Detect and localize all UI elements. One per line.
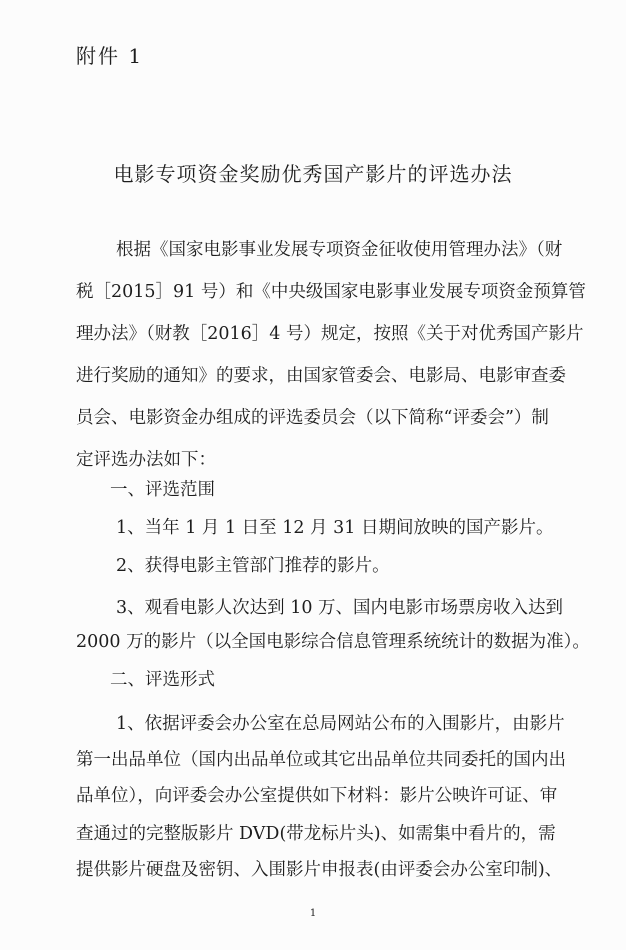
- list-item: 3、观看电影人次达到 10 万、国内电影市场票房收入达到: [116, 598, 564, 618]
- body-line: 品单位），向评委会办公室提供如下材料：影片公映许可证、审: [76, 786, 558, 806]
- attachment-label: 附件 1: [76, 44, 144, 68]
- body-line: 第一出品单位（国内出品单位或其它出品单位共同委托的国内出: [76, 750, 566, 770]
- section-heading: 二、评选形式: [110, 670, 215, 690]
- body-line: 根据《国家电影事业发展专项资金征收使用管理办法》（财: [116, 240, 563, 260]
- list-item: 1、依据评委会办公室在总局网站公布的入围影片，由影片: [116, 714, 565, 734]
- body-line: 理办法》（财教［2016］4 号）规定，按照《关于对优秀国产影片: [76, 324, 584, 344]
- document-title: 电影专项资金奖励优秀国产影片的评选办法: [113, 162, 513, 186]
- body-line: 定评选办法如下：: [76, 450, 216, 470]
- body-line: 员会、电影资金办组成的评选委员会（以下简称“评委会”）制: [76, 408, 549, 428]
- body-line: 税［2015］91 号）和《中央级国家电影事业发展专项资金预算管: [76, 282, 586, 302]
- list-item: 2、获得电影主管部门推荐的影片。: [116, 556, 390, 576]
- body-line: 2000 万的影片（以全国电影综合信息管理系统统计的数据为准）。: [76, 632, 590, 652]
- body-line: 进行奖励的通知》的要求，由国家管委会、电影局、电影审查委: [76, 366, 566, 386]
- list-item: 1、当年 1 月 1 日至 12 月 31 日期间放映的国产影片。: [116, 518, 554, 538]
- body-line: 查通过的完整版影片 DVD(带龙标片头)、如需集中看片的，需: [76, 824, 556, 844]
- section-heading: 一、评选范围: [110, 480, 215, 500]
- body-line: 提供影片硬盘及密钥、入围影片申报表(由评委会办公室印制)、: [76, 860, 563, 880]
- page-number: 1: [309, 908, 317, 919]
